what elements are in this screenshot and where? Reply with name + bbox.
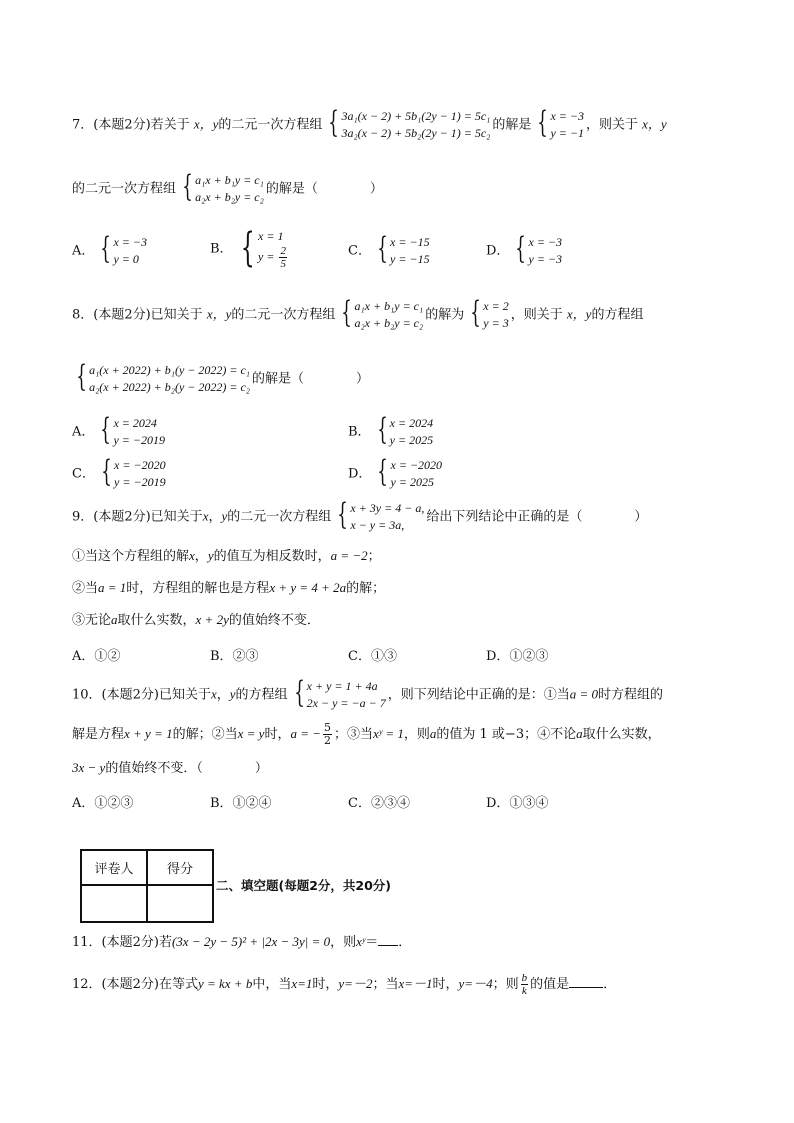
q7-sol-row2: y = −1 (550, 126, 584, 140)
q7-label: 7．(本题2分)若关于 (72, 117, 190, 133)
q7-system-1: { 3a₁(x − 2) + 5b₁(2y − 1) = 5c₁ 3a₂(x − 2) + 5b₂(2y − 1) = 5c₂ (328, 105, 491, 140)
q9-sys-row2: x − y = 3a, (350, 518, 405, 532)
q9-tail: 给出下列结论中正确的是（ ） (426, 509, 648, 525)
q10-l2-l: a (576, 726, 583, 741)
question-12 (72, 972, 616, 997)
q7-sys1-row2: 3a₂(x − 2) + 5b₂(2y − 1) = 5c₂ (341, 126, 491, 140)
option-letter: D． (486, 243, 510, 259)
q7-option-b[interactable] (210, 225, 291, 271)
q9-label: 9．(本题2分)已知关于 (72, 509, 203, 525)
q9-mid: 的二元一次方程组 (227, 509, 332, 525)
q9-s2-e: 的解； (346, 581, 386, 596)
q8-option-d[interactable] (348, 454, 444, 491)
q9-s2-c: 时，方程组的解也是方程 (126, 581, 270, 596)
option-letter: B． (210, 241, 233, 257)
var-y: y (207, 548, 214, 563)
q10-l2-m: 取什么实数， (582, 727, 661, 742)
var-x: x (210, 686, 217, 702)
section-title: 二、填空题(每题2分，共20分) (216, 878, 392, 893)
option-letter: D． (348, 466, 372, 482)
option-row2: y = −15 (390, 252, 430, 266)
q8-label: 8．(本题2分)已知关于 (72, 307, 203, 323)
q9-s3-c: 取什么实数， (117, 613, 196, 628)
option-letter: A． (72, 243, 95, 259)
q9-system: { x + 3y = 4 − a, x − y = 3a, (337, 497, 425, 532)
q8-sol-row1: x = 2 (483, 299, 509, 313)
question-7 (72, 105, 667, 142)
question-9: 9．(本题2分)已知关于x，y的二元一次方程组 { x + 3y = 4 − a, x − y = 3a, 给出下列结论中正确的是（ ） (72, 497, 648, 532)
question-10: 10．(本题2分)已知关于x，y的方程组 { x + y = 1 + 4a 2x − y = −a − 7 ，则下列结论中正确的是：①当a = 0时方程组的 (72, 675, 664, 710)
q9-s1-b: 的值互为相反数时， (213, 549, 331, 564)
q8-sys2-row2: a₂(x + 2022) + b₂(y − 2022) = c₂ (89, 380, 250, 394)
q12-t1: 中，当 (252, 977, 292, 992)
q7-option-a[interactable] (72, 231, 149, 268)
q12-t5: ；当 (372, 977, 399, 992)
q12-t9: ；则 (492, 977, 519, 992)
option-row1: x = −15 (390, 235, 430, 249)
option-system: { x = −2020 y = −2019 (101, 454, 166, 489)
q8-sol-row2: y = 3 (483, 316, 509, 330)
option-system: { x = 1 y = $\frac{2}{5}$ (235, 228, 289, 270)
question-10-line2 (72, 722, 661, 747)
q8-sys1-row1: a₁x + b₁y = c₁ (354, 299, 424, 313)
q7-sys1-row1: 3a₁(x − 2) + 5b₁(2y − 1) = 5c₁ (341, 109, 491, 123)
q10-system: { x + y = 1 + 4a 2x − y = −a − 7 (293, 675, 386, 710)
option-row2: y = 2025 (390, 475, 434, 489)
q8-sys2-row1: a₁(x + 2022) + b₁(y − 2022) = c₁ (89, 363, 250, 377)
q12-t8: y=－4 (458, 976, 493, 991)
option-system: { x = −3 y = −3 (515, 231, 563, 266)
option-row1: x = −3 (528, 235, 563, 249)
option-row1: x = 2024 (389, 416, 434, 430)
var-x: x (189, 548, 195, 563)
q8-mid: 的二元一次方程组 (231, 307, 336, 323)
q9-s3-a: ③无论 (72, 613, 112, 628)
q12-t6: x=－1 (398, 976, 433, 991)
q9-s3-d: x + 2y (195, 612, 229, 627)
q12-label: 12．(本题2分)在等式 (72, 977, 198, 992)
var-xy: x，y (206, 306, 232, 322)
score-table (80, 849, 214, 923)
q10-tail: ，则下列结论中正确的是：①当 (387, 687, 570, 703)
q9-s1-a: ①当这个方程组的解 (72, 549, 190, 564)
q10-l2-j: a (429, 726, 437, 741)
q10-tail2: 时方程组的 (598, 687, 664, 703)
q7-system-2: { a₁x + b₁y = c₁ a₂x + b₂y = c₂ (182, 169, 264, 204)
q7-sys2-row1: a₁x + b₁y = c₁ (195, 173, 264, 187)
option-letter: A． (72, 424, 95, 440)
score-header: 得分 (147, 850, 213, 885)
option-row2: y = 2025 (389, 433, 434, 447)
q12-end: ． (603, 977, 617, 992)
q7-option-c[interactable] (348, 231, 432, 268)
q10-l3-b: 的值始终不变．（ ） (105, 761, 268, 776)
q12-t2: x=1 (291, 976, 313, 991)
var-y: y (221, 508, 228, 524)
q10-l2-e: 时， (264, 727, 291, 742)
option-system: { x = −15 y = −15 (377, 231, 430, 266)
q10-l2-i: ，则 (403, 727, 430, 742)
var-xy: x，y (193, 116, 219, 132)
q8-tail2: 的方程组 (591, 307, 644, 323)
option-row2-pre: y = (258, 249, 278, 264)
score-cell[interactable] (147, 885, 213, 922)
fraction-den: 2 (324, 734, 331, 747)
q10-option-d[interactable]: D．①③④ (486, 796, 549, 811)
q8-solution: { x = 2 y = 3 (470, 295, 509, 330)
q9-option-c[interactable]: C．①③ (348, 649, 397, 664)
q8-line2-b: 的解是（ ） (251, 371, 369, 387)
q12-t7: 时， (432, 977, 459, 992)
q10-l2-f: a = − (290, 726, 321, 741)
q10-l2-g: ；③当 (334, 727, 374, 742)
var-y: y (229, 686, 236, 702)
option-letter: C． (348, 243, 371, 259)
q7-sys2-row2: a₂x + b₂y = c₂ (195, 190, 264, 204)
q7-tail: ，则关于 (586, 117, 639, 133)
q12-t10: 的值是 (530, 977, 570, 992)
grader-cell[interactable] (81, 885, 147, 922)
option-row2 (258, 245, 289, 270)
q7-mid: 的二元一次方程组 (218, 117, 323, 133)
q10-label: 10．(本题2分)已知关于 (72, 687, 211, 703)
q10-option-b[interactable]: B．①②④ (210, 796, 272, 811)
q10-l2-k: 的值为 1 或−3；④不论 (436, 727, 577, 742)
fraction-num: b (521, 972, 528, 984)
q8-sys1-row2: a₂x + b₂y = c₂ (354, 316, 424, 330)
q10-sys-row2: 2x − y = −a − 7 (306, 696, 386, 710)
q8-option-c[interactable] (72, 454, 168, 491)
option-row1: x = 2024 (113, 416, 157, 430)
option-letter: C． (72, 466, 95, 482)
option-letter: B． (348, 424, 371, 440)
q10-sys-row1: x + y = 1 + 4a (306, 679, 378, 693)
option-row1: x = −2020 (390, 458, 443, 472)
q9-option-b[interactable]: B．②③ (210, 649, 259, 664)
q7-line2-a: 的二元一次方程组 (72, 181, 177, 197)
q11-tail: ，则 (330, 935, 357, 950)
q9-s3-e: 的值始终不变． (228, 613, 320, 628)
q12-t3: 时， (312, 977, 339, 992)
q10-l2-a: 解是方程 (72, 727, 125, 742)
q10-mid: 的方程组 (235, 687, 288, 703)
q9-s2-a: ②当 (72, 581, 99, 596)
q7-option-d[interactable] (486, 231, 564, 268)
option-row1: x = −3 (113, 235, 148, 249)
option-row2: y = −2019 (114, 475, 166, 489)
q9-statement-2 (72, 580, 385, 597)
option-row2: y = 0 (113, 252, 139, 266)
q12-fraction (521, 972, 529, 997)
q10-l3-a: 3x − y (72, 760, 106, 775)
question-10-line3 (72, 760, 268, 777)
answer-blank[interactable] (569, 987, 603, 988)
q11-xy: xʸ (356, 934, 366, 949)
q10-l2-d: x = y (237, 726, 265, 741)
q9-statement-1: ①当这个方程组的解x，y的值互为相反数时，a = −2； (72, 548, 381, 564)
q10-option-a[interactable]: A．①②③ (72, 796, 134, 811)
q8-sol-text: 的解为 (425, 307, 465, 323)
option-row2: y = −3 (528, 252, 563, 266)
var-xy-2: x，y (642, 116, 667, 132)
q10-l2-h: xʸ = 1 (373, 726, 404, 741)
option-system: { x = 2024 y = 2025 (376, 412, 434, 447)
q9-sys-row1: x + 3y = 4 − a, (350, 501, 425, 515)
q10-fraction (323, 722, 332, 747)
q10-l2-c: 的解；②当 (172, 727, 238, 742)
q8-system-2: { a₁(x + 2022) + b₁(y − 2022) = c₁ a₂(x + 2022) + b₂(y − 2022) = c₂ (76, 359, 250, 394)
q9-option-a[interactable]: A．①② (72, 649, 121, 664)
q8-option-b[interactable] (348, 412, 435, 449)
var-x: x (202, 508, 209, 524)
answer-blank[interactable] (378, 945, 398, 946)
q11-expr: (3x − 2y − 5)² + |2x − 3y| = 0 (171, 934, 331, 949)
q11-tail2: ＝ (365, 935, 379, 950)
q12-expr: y = kx + b (197, 976, 253, 991)
q7-sol-row1: x = −3 (550, 109, 584, 123)
q7-line2-b: 的解是（ ） (265, 181, 383, 197)
var-xy-2: x，y (566, 306, 592, 322)
question-11: 11．(本题2分)若(3x − 2y − 5)² + |2x − 3y| = 0，则xʸ＝ ． (72, 934, 412, 950)
q9-statement-3 (72, 612, 320, 629)
q9-s3-b: a (111, 612, 118, 627)
q9-s1-d: ； (367, 549, 381, 564)
fraction-den: k (521, 985, 527, 997)
fraction-num: 5 (324, 721, 331, 734)
fraction (279, 245, 287, 270)
question-7-line2 (72, 169, 383, 206)
q9-option-d[interactable]: D．①②③ (486, 649, 549, 664)
q11-label: 11．(本题2分)若 (72, 935, 172, 950)
q7-solution: { x = −3 y = −1 (537, 105, 584, 140)
q9-s2-b: a = 1 (98, 580, 127, 595)
q8-system-1: { a₁x + b₁y = c₁ a₂x + b₂y = c₂ (341, 295, 424, 330)
q7-sol-text: 的解是 (492, 117, 532, 133)
grader-header: 评卷人 (81, 850, 147, 885)
q12-t4: y=－2 (338, 976, 373, 991)
q9-s2-d: x + y = 4 + 2a (269, 580, 347, 595)
q9-s1-c: a = −2 (330, 548, 368, 563)
option-row1: x = −2020 (114, 458, 166, 472)
q8-option-a[interactable] (72, 412, 167, 449)
question-8-line2 (72, 359, 369, 396)
option-system: { x = −2020 y = 2025 (377, 454, 443, 489)
q10-l2-b: x + y = 1 (124, 726, 173, 741)
fraction-num: 2 (280, 245, 286, 257)
option-row2: y = −2019 (113, 433, 166, 447)
q10-option-c[interactable]: C．②③④ (348, 796, 410, 811)
question-8 (72, 295, 644, 332)
fraction-den: 5 (280, 258, 286, 270)
option-row1: x = 1 (258, 229, 284, 243)
q8-tail: ，则关于 (510, 307, 563, 323)
option-system: { x = 2024 y = −2019 (100, 412, 166, 447)
option-system: { x = −3 y = 0 (100, 231, 148, 266)
q10-a0: a = 0 (569, 686, 598, 702)
